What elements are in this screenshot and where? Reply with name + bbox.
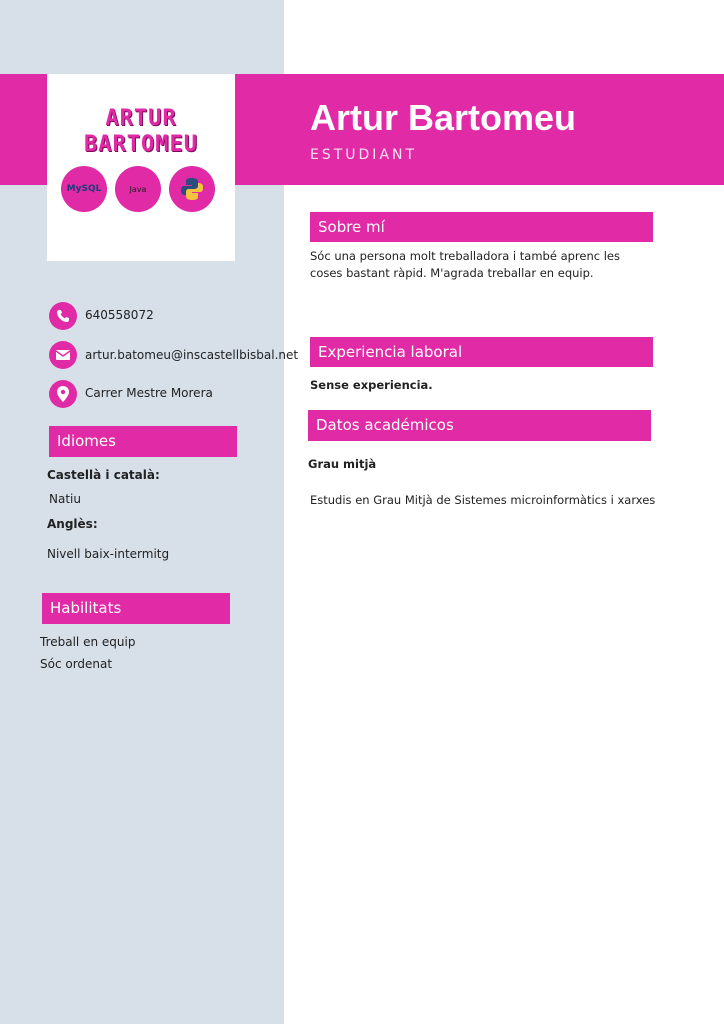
location-icon xyxy=(49,380,77,408)
python-icon xyxy=(169,166,215,212)
address: Carrer Mestre Morera xyxy=(85,386,213,400)
person-name: Artur Bartomeu xyxy=(310,97,577,138)
language-label: Castellà i català: xyxy=(47,468,160,482)
person-role: ESTUDIANT xyxy=(310,147,418,163)
languages-heading: Idiomes xyxy=(49,426,237,457)
skill-item: Treball en equip xyxy=(40,635,136,649)
education-degree: Grau mitjà xyxy=(308,457,377,471)
experience-text: Sense experiencia. xyxy=(310,378,433,392)
experience-heading: Experiencia laboral xyxy=(310,337,653,367)
email-address: artur.batomeu@inscastellbisbal.net xyxy=(85,348,299,362)
education-heading: Datos académicos xyxy=(308,410,651,441)
skills-heading: Habilitats xyxy=(42,593,230,624)
about-text: Sóc una persona molt treballadora i també aprenc les coses bastant ràpid. M'agrada treballar en equip. xyxy=(310,249,620,280)
logo-name-line2: BARTOMEU xyxy=(84,132,198,157)
language-label: Anglès: xyxy=(47,517,98,531)
email-icon xyxy=(49,341,77,369)
phone-number: 640558072 xyxy=(85,308,154,322)
mysql-icon: MySQL xyxy=(61,166,107,212)
phone-icon xyxy=(49,302,77,330)
skill-item: Sóc ordenat xyxy=(40,657,113,671)
language-level: Natiu xyxy=(49,492,81,506)
education-text: Estudis en Grau Mitjà de Sistemes microinformàtics i xarxes xyxy=(310,493,656,507)
about-heading: Sobre mí xyxy=(310,212,653,242)
profile-logo xyxy=(47,74,235,261)
language-level: Nivell baix-intermitg xyxy=(47,547,170,561)
java-icon: Java xyxy=(115,166,161,212)
logo-name-line1: ARTUR xyxy=(105,106,177,131)
